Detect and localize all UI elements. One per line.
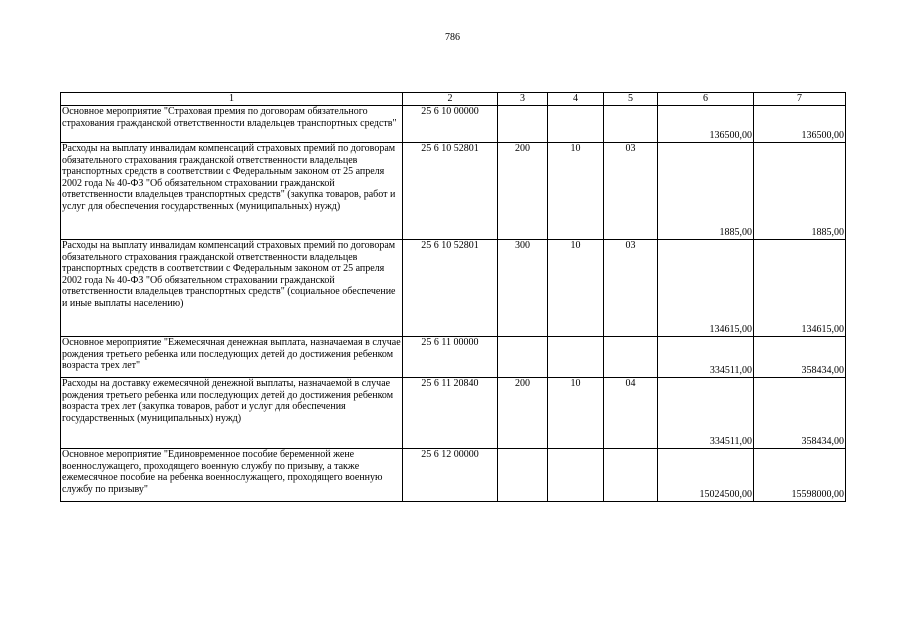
row-col5 — [604, 337, 658, 378]
budget-table — [60, 92, 846, 502]
row-value-7: 358434,00 — [754, 378, 846, 449]
row-value-7: 136500,00 — [754, 106, 846, 143]
row-value-6: 136500,00 — [658, 106, 754, 143]
row-name: Основное мероприятие "Единовременное пособие беременной жене военнослужащего, проходящего военную службу по призыву, а также ежемесячное пособие на ребенка военнослужащего, проходящего военную службу по призыву" — [61, 449, 403, 502]
row-col3: 200 — [498, 143, 548, 240]
row-col5 — [604, 449, 658, 502]
row-name: Основное мероприятие "Ежемесячная денежная выплата, назначаемая в случае рождения третьего ребенка или последующих детей до достижения ребенком возраста трех лет" — [61, 337, 403, 378]
row-col3 — [498, 449, 548, 502]
row-value-6: 134615,00 — [658, 240, 754, 337]
row-value-7: 358434,00 — [754, 337, 846, 378]
row-value-6: 15024500,00 — [658, 449, 754, 502]
row-col3: 300 — [498, 240, 548, 337]
row-value-6: 334511,00 — [658, 337, 754, 378]
row-code: 25 6 11 20840 — [403, 378, 498, 449]
column-header: 1 — [61, 93, 403, 106]
row-col3 — [498, 106, 548, 143]
row-value-7: 15598000,00 — [754, 449, 846, 502]
row-value-7: 1885,00 — [754, 143, 846, 240]
row-value-6: 1885,00 — [658, 143, 754, 240]
row-col4 — [548, 106, 604, 143]
table-row — [61, 337, 846, 378]
row-col4: 10 — [548, 378, 604, 449]
row-value-7: 134615,00 — [754, 240, 846, 337]
row-col4 — [548, 337, 604, 378]
column-header: 4 — [548, 93, 604, 106]
row-name: Расходы на выплату инвалидам компенсаций страховых премий по договорам обязательного страхования гражданской ответственности владельцев транспортных средств в соответствии с Федеральным законом от 25 апреля 2002 года № 40-ФЗ "Об обязательном страховании гражданской ответственности владельцев транспортных средств" (социальное обеспечение и иные выплаты населению) — [61, 240, 403, 337]
row-code: 25 6 10 00000 — [403, 106, 498, 143]
page-number: 786 — [445, 32, 460, 43]
row-code: 25 6 11 00000 — [403, 337, 498, 378]
row-code: 25 6 10 52801 — [403, 240, 498, 337]
table-row — [61, 240, 846, 337]
row-name: Основное мероприятие "Страховая премия по договорам обязательного страхования гражданской ответственности владельцев транспортных средств" — [61, 106, 403, 143]
column-header: 7 — [754, 93, 846, 106]
table-row — [61, 106, 846, 143]
column-header: 5 — [604, 93, 658, 106]
row-col3 — [498, 337, 548, 378]
table-row — [61, 378, 846, 449]
header-row — [61, 93, 846, 106]
table-row — [61, 143, 846, 240]
column-header: 2 — [403, 93, 498, 106]
row-col5: 03 — [604, 240, 658, 337]
row-col5: 04 — [604, 378, 658, 449]
row-code: 25 6 12 00000 — [403, 449, 498, 502]
row-col5 — [604, 106, 658, 143]
column-header: 6 — [658, 93, 754, 106]
row-code: 25 6 10 52801 — [403, 143, 498, 240]
row-name: Расходы на выплату инвалидам компенсаций страховых премий по договорам обязательного страхования гражданской ответственности владельцев транспортных средств в соответствии с Федеральным законом от 25 апреля 2002 года № 40-ФЗ "Об обязательном страховании гражданской ответственности владельцев транспортных средств" (закупка товаров, работ и услуг для обеспечения государственных (муниципальных) нужд) — [61, 143, 403, 240]
row-col5: 03 — [604, 143, 658, 240]
row-col4: 10 — [548, 143, 604, 240]
row-col4 — [548, 449, 604, 502]
row-value-6: 334511,00 — [658, 378, 754, 449]
row-col3: 200 — [498, 378, 548, 449]
row-name: Расходы на доставку ежемесячной денежной выплаты, назначаемой в случае рождения третьего ребенка или последующих детей до достижения ребенком возраста трех лет (закупка товаров, работ и услуг для обеспечения государственных (муниципальных) нужд) — [61, 378, 403, 449]
row-col4: 10 — [548, 240, 604, 337]
table-row — [61, 449, 846, 502]
column-header: 3 — [498, 93, 548, 106]
